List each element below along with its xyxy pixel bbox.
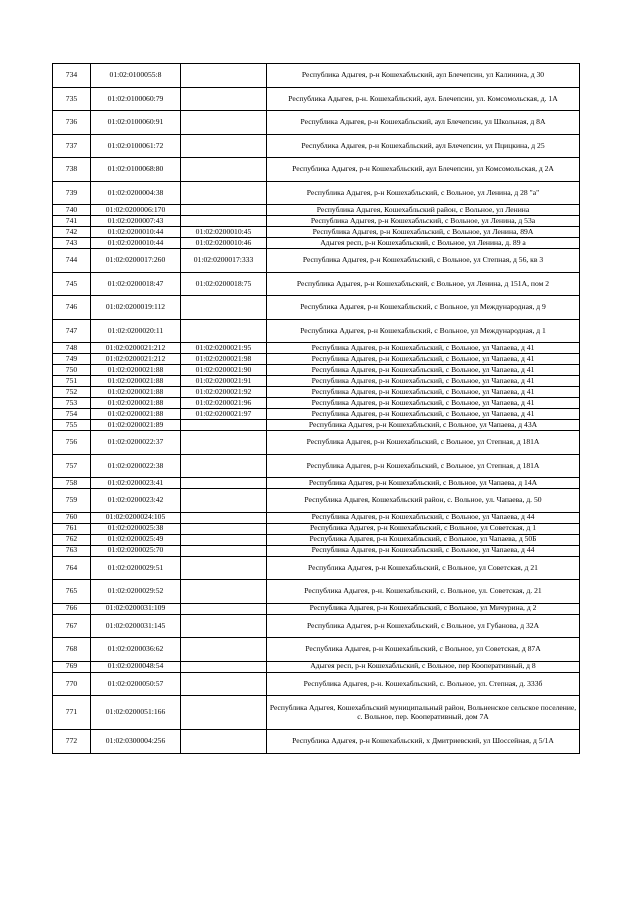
address-cell: Республика Адыгея, р-н Кошехабльский, аул Блечепсин, ул Комсомольская, д 2А <box>267 158 580 182</box>
table-row <box>53 216 580 227</box>
cadastral-number: 01:02:0200051:166 <box>91 696 181 730</box>
address-cell: Республика Адыгея, р-н Кошехабльский, с Вольное, ул Губанова, д 32А <box>267 614 580 638</box>
address-cell: Республика Адыгея, р-н Кошехабльский, с Вольное, ул Советская, д 21 <box>267 556 580 580</box>
row-number: 761 <box>53 523 91 534</box>
address-cell: Республика Адыгея, р-н. Кошехабльский, с. Вольное, ул. Степная, д. 333б <box>267 672 580 696</box>
table-row <box>53 319 580 343</box>
linked-cadastral-number <box>181 730 267 754</box>
table-row <box>53 272 580 296</box>
row-number: 734 <box>53 64 91 88</box>
linked-cadastral-number: 01:02:0200021:90 <box>181 365 267 376</box>
row-number: 753 <box>53 398 91 409</box>
address-cell: Республика Адыгея, р-н Кошехабльский, с Вольное, ул Степная, д 56, кв 3 <box>267 249 580 273</box>
table-row <box>53 181 580 205</box>
address-cell: Республика Адыгея, р-н Кошехабльский, с Вольное, ул Чапаева, д 41 <box>267 376 580 387</box>
table-row <box>53 134 580 158</box>
address-cell: Республика Адыгея, р-н Кошехабльский, х Дмитриевский, ул Шоссейная, д 5/1А <box>267 730 580 754</box>
address-cell: Республика Адыгея, р-н Кошехабльский, с Вольное, ул Ленина, д 151А, пом 2 <box>267 272 580 296</box>
row-number: 745 <box>53 272 91 296</box>
linked-cadastral-number <box>181 64 267 88</box>
cadastral-number: 01:02:0200006:170 <box>91 205 181 216</box>
cadastral-number: 01:02:0300004:256 <box>91 730 181 754</box>
cadastral-number: 01:02:0200050:57 <box>91 672 181 696</box>
cadastral-number: 01:02:0200029:52 <box>91 580 181 604</box>
address-cell: Республика Адыгея, р-н Кошехабльский, с Вольное, ул Советская, д 1 <box>267 523 580 534</box>
cadastral-number: 01:02:0200031:109 <box>91 603 181 614</box>
address-cell: Республика Адыгея, р-н. Кошехабльский, аул. Блечепсин, ул. Комсомольская, д. 1А <box>267 87 580 111</box>
linked-cadastral-number <box>181 672 267 696</box>
row-number: 746 <box>53 296 91 320</box>
linked-cadastral-number: 01:02:0200021:96 <box>181 398 267 409</box>
cadastral-number: 01:02:0200022:38 <box>91 454 181 478</box>
linked-cadastral-number <box>181 478 267 489</box>
row-number: 744 <box>53 249 91 273</box>
address-cell: Республика Адыгея, р-н Кошехабльский, с Вольное, ул Чапаева, д 44 <box>267 512 580 523</box>
row-number: 771 <box>53 696 91 730</box>
cadastral-number: 01:02:0200004:38 <box>91 181 181 205</box>
row-number: 754 <box>53 409 91 420</box>
table-row <box>53 64 580 88</box>
cadastral-number: 01:02:0200023:42 <box>91 489 181 513</box>
cadastral-number: 01:02:0200018:47 <box>91 272 181 296</box>
table-row <box>53 478 580 489</box>
table-row <box>53 398 580 409</box>
table-row <box>53 409 580 420</box>
linked-cadastral-number: 01:02:0200021:92 <box>181 387 267 398</box>
table-row <box>53 603 580 614</box>
address-cell: Республика Адыгея, р-н Кошехабльский, с Вольное, ул Чапаева, д 44 <box>267 545 580 556</box>
row-number: 755 <box>53 420 91 431</box>
table-row <box>53 730 580 754</box>
linked-cadastral-number: 01:02:0200021:95 <box>181 343 267 354</box>
linked-cadastral-number <box>181 181 267 205</box>
cadastral-number: 01:02:0200021:212 <box>91 354 181 365</box>
row-number: 740 <box>53 205 91 216</box>
cadastral-number: 01:02:0200021:88 <box>91 398 181 409</box>
cadastral-number: 01:02:0200007:43 <box>91 216 181 227</box>
table-row <box>53 111 580 135</box>
linked-cadastral-number <box>181 489 267 513</box>
row-number: 750 <box>53 365 91 376</box>
row-number: 757 <box>53 454 91 478</box>
cadastral-number: 01:02:0200021:88 <box>91 409 181 420</box>
table-row <box>53 227 580 238</box>
linked-cadastral-number: 01:02:0200021:98 <box>181 354 267 365</box>
table-row <box>53 614 580 638</box>
address-cell: Республика Адыгея, Кошехабльский район, с. Вольное, ул. Чапаева, д. 50 <box>267 489 580 513</box>
table-row <box>53 672 580 696</box>
table-row <box>53 365 580 376</box>
table-row <box>53 580 580 604</box>
row-number: 768 <box>53 638 91 662</box>
row-number: 749 <box>53 354 91 365</box>
address-cell: Республика Адыгея, р-н Кошехабльский, аул Блечепсин, ул Школьная, д 8А <box>267 111 580 135</box>
table-row <box>53 158 580 182</box>
cadastral-number: 01:02:0200019:112 <box>91 296 181 320</box>
row-number: 738 <box>53 158 91 182</box>
cadastral-number: 01:02:0200036:62 <box>91 638 181 662</box>
address-cell: Республика Адыгея, р-н Кошехабльский, с Вольное, ул Международная, д 1 <box>267 319 580 343</box>
row-number: 737 <box>53 134 91 158</box>
table-row <box>53 489 580 513</box>
row-number: 743 <box>53 238 91 249</box>
row-number: 763 <box>53 545 91 556</box>
row-number: 767 <box>53 614 91 638</box>
row-number: 766 <box>53 603 91 614</box>
linked-cadastral-number: 01:02:0200021:91 <box>181 376 267 387</box>
table-row <box>53 420 580 431</box>
row-number: 765 <box>53 580 91 604</box>
cadastral-number: 01:02:0200025:38 <box>91 523 181 534</box>
address-cell: Республика Адыгея, р-н Кошехабльский, с Вольное, ул Чапаева, д 41 <box>267 343 580 354</box>
table-row <box>53 523 580 534</box>
row-number: 751 <box>53 376 91 387</box>
cadastral-number: 01:02:0200017:260 <box>91 249 181 273</box>
table-row <box>53 696 580 730</box>
address-cell: Республика Адыгея, р-н Кошехабльский, с Вольное, ул Международная, д 9 <box>267 296 580 320</box>
linked-cadastral-number <box>181 134 267 158</box>
cadastral-number: 01:02:0200010:44 <box>91 227 181 238</box>
cadastral-number: 01:02:0200021:89 <box>91 420 181 431</box>
linked-cadastral-number: 01:02:0200021:97 <box>181 409 267 420</box>
table-row <box>53 387 580 398</box>
table-row <box>53 376 580 387</box>
row-number: 756 <box>53 431 91 455</box>
linked-cadastral-number <box>181 661 267 672</box>
cadastral-number: 01:02:0200025:70 <box>91 545 181 556</box>
address-cell: Республика Адыгея, р-н Кошехабльский, с Вольное, ул Чапаева, д 43А <box>267 420 580 431</box>
linked-cadastral-number <box>181 454 267 478</box>
address-cell: Республика Адыгея, р-н Кошехабльский, с Вольное, ул Ленина, д 28 "а" <box>267 181 580 205</box>
cadastral-number: 01:02:0200048:54 <box>91 661 181 672</box>
row-number: 758 <box>53 478 91 489</box>
cadastral-number: 01:02:0200020:11 <box>91 319 181 343</box>
linked-cadastral-number <box>181 87 267 111</box>
linked-cadastral-number <box>181 556 267 580</box>
linked-cadastral-number <box>181 420 267 431</box>
cadastral-number: 01:02:0200021:212 <box>91 343 181 354</box>
address-cell: Республика Адыгея, р-н Кошехабльский, с Вольное, ул Ленина, д 53а <box>267 216 580 227</box>
linked-cadastral-number <box>181 545 267 556</box>
address-cell: Республика Адыгея, р-н Кошехабльский, с Вольное, ул Ленина, 89А <box>267 227 580 238</box>
cadastral-number: 01:02:0200022:37 <box>91 431 181 455</box>
row-number: 736 <box>53 111 91 135</box>
table-row <box>53 205 580 216</box>
row-number: 762 <box>53 534 91 545</box>
linked-cadastral-number <box>181 205 267 216</box>
table-row <box>53 661 580 672</box>
row-number: 739 <box>53 181 91 205</box>
row-number: 772 <box>53 730 91 754</box>
table-row <box>53 249 580 273</box>
address-cell: Республика Адыгея, р-н Кошехабльский, с Вольное, ул Чапаева, д 41 <box>267 387 580 398</box>
cadastral-number: 01:02:0200010:44 <box>91 238 181 249</box>
linked-cadastral-number: 01:02:0200010:45 <box>181 227 267 238</box>
linked-cadastral-number <box>181 523 267 534</box>
address-cell: Республика Адыгея, Кошехабльский район, с Вольное, ул Ленина <box>267 205 580 216</box>
address-cell: Республика Адыгея, р-н Кошехабльский, аул Блечепсин, ул Калинина, д 30 <box>267 64 580 88</box>
table-row <box>53 512 580 523</box>
table-row <box>53 638 580 662</box>
address-cell: Республика Адыгея, р-н. Кошехабльский, с. Вольное, ул. Советская, д. 21 <box>267 580 580 604</box>
row-number: 770 <box>53 672 91 696</box>
cadastral-number: 01:02:0200021:88 <box>91 376 181 387</box>
cadastral-number: 01:02:0200021:88 <box>91 365 181 376</box>
property-registry-table <box>52 63 580 754</box>
cadastral-number: 01:02:0200029:51 <box>91 556 181 580</box>
cadastral-number: 01:02:0200021:88 <box>91 387 181 398</box>
row-number: 769 <box>53 661 91 672</box>
cadastral-number: 01:02:0100060:91 <box>91 111 181 135</box>
linked-cadastral-number <box>181 603 267 614</box>
address-cell: Республика Адыгея, р-н Кошехабльский, с Вольное, ул Мичурина, д 2 <box>267 603 580 614</box>
linked-cadastral-number: 01:02:0200010:46 <box>181 238 267 249</box>
address-cell: Республика Адыгея, Кошехабльский муниципальный район, Вольненское сельское поселение, с. Вольное, пер. Кооперативный, дом 7А <box>267 696 580 730</box>
linked-cadastral-number <box>181 319 267 343</box>
cadastral-number: 01:02:0200023:41 <box>91 478 181 489</box>
address-cell: Республика Адыгея, р-н Кошехабльский, с Вольное, ул Чапаева, д 14А <box>267 478 580 489</box>
table-row <box>53 343 580 354</box>
table-row <box>53 534 580 545</box>
address-cell: Республика Адыгея, р-н Кошехабльский, с Вольное, ул Чапаева, д 41 <box>267 354 580 365</box>
cadastral-number: 01:02:0100060:79 <box>91 87 181 111</box>
linked-cadastral-number <box>181 111 267 135</box>
row-number: 752 <box>53 387 91 398</box>
address-cell: Республика Адыгея, р-н Кошехабльский, с Вольное, ул Чапаева, д 50Б <box>267 534 580 545</box>
cadastral-number: 01:02:0200024:105 <box>91 512 181 523</box>
linked-cadastral-number: 01:02:0200018:75 <box>181 272 267 296</box>
linked-cadastral-number <box>181 534 267 545</box>
cadastral-number: 01:02:0100068:80 <box>91 158 181 182</box>
linked-cadastral-number <box>181 696 267 730</box>
row-number: 735 <box>53 87 91 111</box>
cadastral-number: 01:02:0200025:49 <box>91 534 181 545</box>
table-row <box>53 431 580 455</box>
table-body <box>53 64 580 754</box>
cadastral-number: 01:02:0200031:145 <box>91 614 181 638</box>
row-number: 748 <box>53 343 91 354</box>
linked-cadastral-number <box>181 614 267 638</box>
table-row <box>53 354 580 365</box>
address-cell: Республика Адыгея, р-н Кошехабльский, с Вольное, ул Чапаева, д 41 <box>267 409 580 420</box>
linked-cadastral-number <box>181 431 267 455</box>
row-number: 764 <box>53 556 91 580</box>
table-row <box>53 238 580 249</box>
address-cell: Республика Адыгея, р-н Кошехабльский, с Вольное, ул Степная, д 181А <box>267 454 580 478</box>
linked-cadastral-number <box>181 296 267 320</box>
linked-cadastral-number <box>181 580 267 604</box>
table-row <box>53 296 580 320</box>
table-row <box>53 556 580 580</box>
linked-cadastral-number <box>181 158 267 182</box>
table-row <box>53 454 580 478</box>
address-cell: Республика Адыгея, р-н Кошехабльский, аул Блечепсин, ул Пцицкина, д 25 <box>267 134 580 158</box>
row-number: 759 <box>53 489 91 513</box>
address-cell: Адыгея респ, р-н Кошехабльский, с Вольное, ул Ленина, д. 89 а <box>267 238 580 249</box>
linked-cadastral-number <box>181 216 267 227</box>
row-number: 742 <box>53 227 91 238</box>
linked-cadastral-number <box>181 512 267 523</box>
table-row <box>53 87 580 111</box>
row-number: 747 <box>53 319 91 343</box>
linked-cadastral-number <box>181 638 267 662</box>
address-cell: Республика Адыгея, р-н Кошехабльский, с Вольное, ул Чапаева, д 41 <box>267 365 580 376</box>
table-row <box>53 545 580 556</box>
address-cell: Адыгея респ, р-н Кошехабльский, с Вольное, пер Кооперативный, д 8 <box>267 661 580 672</box>
linked-cadastral-number: 01:02:0200017:333 <box>181 249 267 273</box>
row-number: 741 <box>53 216 91 227</box>
address-cell: Республика Адыгея, р-н Кошехабльский, с Вольное, ул Чапаева, д 41 <box>267 398 580 409</box>
address-cell: Республика Адыгея, р-н Кошехабльский, с Вольное, ул Степная, д 181А <box>267 431 580 455</box>
row-number: 760 <box>53 512 91 523</box>
cadastral-number: 01:02:0100061:72 <box>91 134 181 158</box>
cadastral-number: 01:02:0100055:8 <box>91 64 181 88</box>
address-cell: Республика Адыгея, р-н Кошехабльский, с Вольное, ул Советская, д 87А <box>267 638 580 662</box>
